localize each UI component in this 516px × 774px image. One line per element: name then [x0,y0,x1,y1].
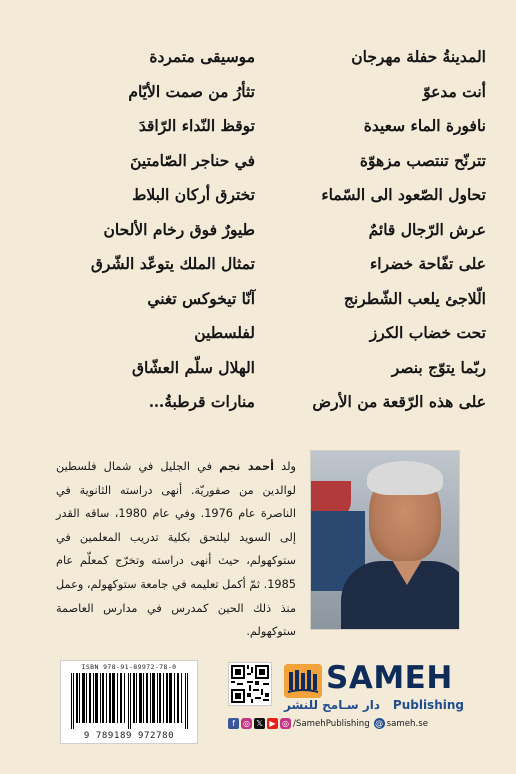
poem-line: تترنّح تنتصب مزهوّة [359,150,486,170]
poem-line: عرش الرّجال قائمٌ [368,219,486,239]
isbn-label: ISBN 978-91-89972-78-0 [81,663,177,671]
poem-line: المدينةُ حفلة مهرجان [351,47,486,66]
poem-line: نافورة الماء سعيدة [363,116,486,135]
poem-right-column [261,40,486,420]
youtube-icon[interactable]: ▶ [267,718,278,729]
poem-line: ربّما يتوّج بنصر [391,357,486,377]
poem-line: طيورٌ فوق رخام الألحان [103,219,255,239]
poem-line: في حناجر الصّامتينَ [130,150,255,170]
book-logo-icon [284,664,322,698]
poem-line: آنّا تيخوكس تغني [147,288,255,308]
publisher-block [228,662,464,742]
author-name: أحمد نجم [219,460,274,473]
barcode [60,660,198,744]
x-icon[interactable]: 𝕏 [254,718,265,729]
instagram-icon[interactable]: ◎ [280,718,291,729]
social-handle[interactable]: /SamehPublishing [293,718,370,729]
poem-line: على هذه الرّقعة من الأرض [312,392,486,411]
social-links [228,718,468,729]
barcode-bars [71,673,189,729]
poem-line: تحاول الصّعود الى السّماء [321,185,486,204]
poem-line: تمثال الملك يتوعّد الشّرق [90,254,255,273]
poem-line: موسيقى متمردة [149,47,255,66]
poem-line: تحت خضاب الكرز [369,323,486,342]
instagram-icon[interactable]: ◎ [241,718,252,729]
website[interactable]: sameh.se [386,718,429,729]
poem-line: تثأرُ من صمت الأيّام [128,81,255,101]
poem-left-column [30,40,255,420]
qr-code [228,662,272,706]
author-photo [310,450,460,630]
bio-text: في الجليل في شمال فلسطين لوالدين من صفوريّة. أنهى دراسته الثانوية في الناصرة عام 1976. وفي عام 1980، ساقه القدر إلى السويد ليلتحق بكلية تدريب المعلمين في ستوكهولم، حيث أنهى دراسته وتخرّج كمعلّم عام 1985. ثمّ أكمل تعليمه في جامعة ستوكهولم، وعمل منذ ذلك الحين كمدرس في مدارس العاصمة ستوكهولم. [56,460,297,639]
poem-line: الّلاجئ يلعب الشّطرنج [343,288,486,308]
poem [30,40,486,420]
poem-line: توقظ النّداء الرّاقدَ [138,116,255,135]
publisher-subtitle [284,698,464,712]
poem-line: لفلسطين [194,323,255,342]
poem-line: أنت مدعوّ [423,81,486,101]
poem-line: تخترق أركان البلاط [132,185,255,204]
publisher-arabic-name: دار سـامح للنشر [284,698,380,712]
poem-line: منارات قرطبةُ… [148,392,255,411]
bio-prefix: ولد [274,460,296,473]
poem-line: على تفّاحة خضراء [369,254,486,273]
author-bio [56,455,296,644]
publisher-name: SAMEH [326,660,453,696]
publisher-english-sub: Publishing [392,698,464,712]
web-icon: @ [375,719,384,728]
barcode-number: 9 789189 972780 [83,731,175,741]
poem-line: الهلال سلّم العشّاق [132,357,255,377]
facebook-icon[interactable]: f [228,718,239,729]
